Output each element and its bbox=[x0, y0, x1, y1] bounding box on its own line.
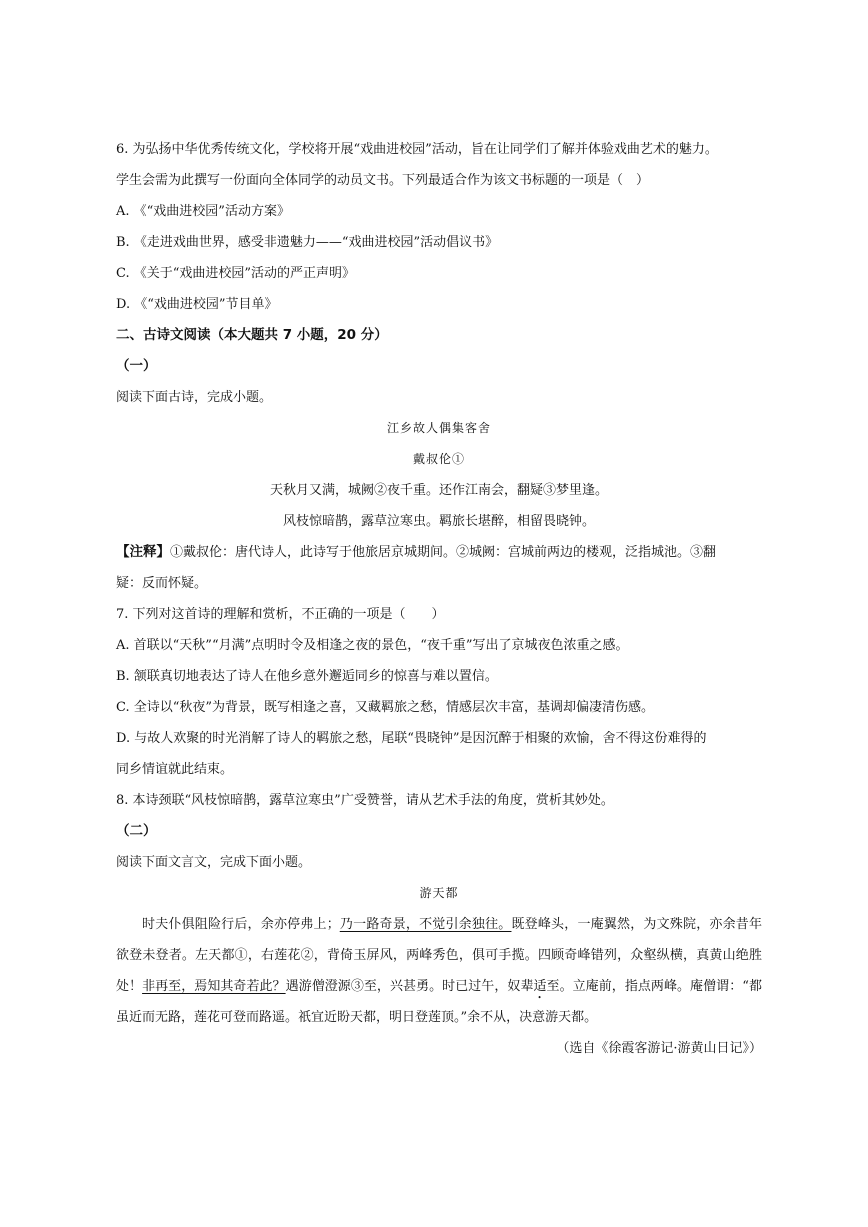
prose-dotted-char: 适 bbox=[533, 979, 547, 994]
q6-stem-line2: 学生会需为此撰写一份面向全体同学的动员文书。下列最适合作为该文书标题的一项是（ ） bbox=[116, 173, 650, 188]
q6-option-b: B. 《走进戏曲世界，感受非遗魅力——“戏曲进校园”活动倡议书》 bbox=[116, 235, 499, 250]
note-label: 【注释】 bbox=[116, 544, 170, 560]
part1-instruction: 阅读下面古诗，完成小题。 bbox=[116, 390, 273, 405]
part2-instruction: 阅读下面文言文，完成下面小题。 bbox=[116, 855, 312, 870]
poem-line1: 天秋月又满，城阙②夜千重。还作江南会，翻疑③梦里逢。 bbox=[269, 483, 608, 498]
q7-stem: 7. 下列对这首诗的理解和赏析，不正确的一项是（ ） bbox=[116, 607, 445, 622]
poem-line2: 风枝惊暗鹊，露草泣寒虫。羁旅长堪醉，相留畏晓钟。 bbox=[282, 514, 595, 529]
q6-option-c: C. 《关于“戏曲进校园”活动的严正声明》 bbox=[116, 266, 356, 281]
note-text: ①戴叔伦：唐代诗人，此诗写于他旅居京城期间。②城阙：宫城前两边的楼观，泛指城池。③翻 bbox=[170, 545, 717, 560]
prose-source: （选自《徐霞客游记·游黄山日记》） bbox=[556, 1041, 762, 1056]
prose-sentence-4: 遇游僧澄源③至，兴甚勇。时已过午，奴辈 bbox=[285, 979, 534, 994]
prose-sentence-1: 时夫仆俱阻险行后，余亦停弗上； bbox=[142, 917, 340, 932]
q7-option-d-line1: D. 与故人欢聚的时光消解了诗人的羁旅之愁，尾联“畏晓钟”是因沉醉于相聚的欢愉，舍不得这份难得的 bbox=[116, 731, 707, 746]
q6-option-a: A. 《“戏曲进校园”活动方案》 bbox=[116, 204, 290, 219]
q7-option-b: B. 颔联真切地表达了诗人在他乡意外邂逅同乡的惊喜与难以置信。 bbox=[116, 669, 498, 684]
prose-body bbox=[116, 909, 762, 1033]
q7-option-d-line2: 同乡情谊就此结束。 bbox=[116, 762, 234, 777]
prose-underlined-2: 非再至，焉知其奇若此？ bbox=[142, 979, 286, 994]
note-line2: 疑：反而怀疑。 bbox=[116, 576, 208, 591]
document-content bbox=[116, 134, 762, 1064]
q6-option-d: D. 《“戏曲进校园”节目单》 bbox=[116, 297, 278, 312]
prose-sentence-5: 至。立庵前，指点两峰。庵僧谓：“都虽近而无路，莲花可登而路遥。祇宜近盼天都，明日登莲顶。”余不从，决意游天都。 bbox=[116, 979, 762, 1025]
q6-stem-line1: 6. 为弘扬中华优秀传统文化，学校将开展“戏曲进校园”活动，旨在让同学们了解并体验戏曲艺术的魅力。 bbox=[116, 142, 718, 157]
part2-label: （二） bbox=[116, 823, 157, 839]
q7-option-a: A. 首联以“天秋”“月满”点明时令及相逢之夜的景色，“夜千重”写出了京城夜色浓重之感。 bbox=[116, 638, 629, 653]
prose-sentence-2: 既登峰头，一庵翼然，为文殊院，亦余昔年欲登未登者。左天都①，右莲花②，背倚玉屏风，两峰秀色，俱可手揽。四顾奇峰错列，众壑纵横，真黄山绝胜处！ bbox=[116, 917, 762, 994]
prose-underlined-1: 乃一路奇景，不觉引余独往。 bbox=[339, 917, 512, 932]
note-line1 bbox=[116, 537, 762, 568]
section2-heading: 二、古诗文阅读（本大题共 7 小题，20 分） bbox=[116, 327, 388, 343]
q8-stem: 8. 本诗颈联“风枝惊暗鹊，露草泣寒虫”广受赞誉，请从艺术手法的角度，赏析其妙处。 bbox=[116, 793, 614, 808]
prose-title: 游天都 bbox=[419, 886, 459, 900]
poem-author: 戴叔伦① bbox=[412, 452, 465, 466]
part1-label: （一） bbox=[116, 358, 157, 374]
poem-title: 江乡故人偶集客舍 bbox=[386, 421, 491, 435]
q7-option-c: C. 全诗以“秋夜”为背景，既写相逢之喜，又藏羁旅之愁，情感层次丰富，基调却偏凄清伤感。 bbox=[116, 700, 655, 715]
